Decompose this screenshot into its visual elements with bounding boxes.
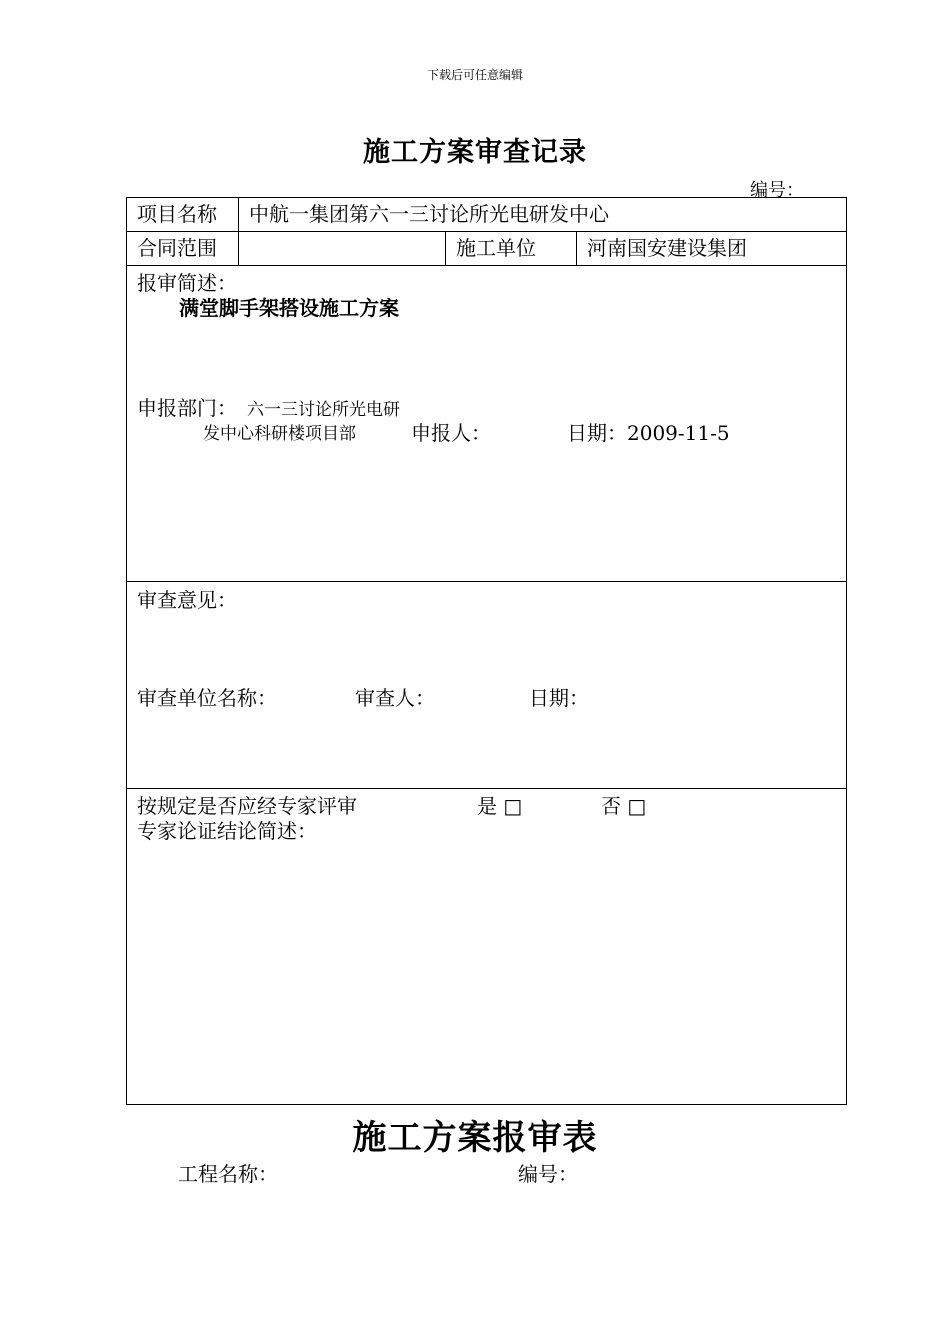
- reviewer-label: 审查人：: [355, 686, 435, 710]
- page-title: 施工方案审查记录: [363, 137, 587, 168]
- contract-row: [127, 232, 847, 266]
- expert-row: [127, 789, 847, 1105]
- yes-option: [477, 790, 522, 819]
- opinion-row: [127, 582, 847, 789]
- review-record-table: [126, 197, 847, 1105]
- project-name-row: [127, 198, 847, 232]
- record-number-label: 编号：: [750, 180, 804, 201]
- contract-scope-label: 合同范围: [127, 232, 239, 266]
- applicant-label: 申报人：: [411, 421, 491, 445]
- opinion-cell: [127, 582, 847, 789]
- contract-scope-value: [239, 232, 446, 266]
- construction-unit-value: 河南国安建设集团: [577, 232, 847, 266]
- no-checkbox[interactable]: □: [627, 794, 647, 818]
- report-title: 施工方案报审表: [352, 1118, 598, 1158]
- construction-unit-label: 施工单位: [446, 232, 577, 266]
- review-unit-label: 审查单位名称：: [137, 686, 277, 710]
- summary-label: 报审简述：: [137, 271, 237, 295]
- review-date-label: 日期：: [529, 686, 589, 710]
- dept-label: 申报部门：: [137, 396, 237, 420]
- yes-checkbox[interactable]: □: [503, 794, 523, 818]
- expert-review-label: 按规定是否应经专家评审: [137, 794, 357, 818]
- dept-value-line2: 发中心科研楼项目部: [203, 424, 356, 444]
- submit-date: 日期：2009-11-5: [567, 421, 730, 445]
- yes-label: 是: [477, 794, 497, 818]
- summary-cell: [127, 266, 847, 582]
- plan-name: 满堂脚手架搭设施工方案: [179, 296, 399, 320]
- summary-row: [127, 266, 847, 582]
- review-opinion-label: 审查意见：: [137, 588, 237, 612]
- report-project-name-label: 工程名称：: [178, 1162, 278, 1186]
- report-number-label: 编号：: [518, 1162, 578, 1186]
- dept-value-line1: 六一三讨论所光电研: [247, 400, 400, 420]
- no-label: 否: [601, 794, 621, 818]
- no-option: [601, 790, 646, 819]
- project-name-label: 项目名称: [127, 198, 239, 232]
- header-note: 下载后可任意编辑: [426, 68, 523, 82]
- expert-conclusion-label: 专家论证结论简述：: [137, 819, 317, 843]
- expert-cell: [127, 789, 847, 1105]
- project-name-value: 中航一集团第六一三讨论所光电研发中心: [239, 198, 847, 232]
